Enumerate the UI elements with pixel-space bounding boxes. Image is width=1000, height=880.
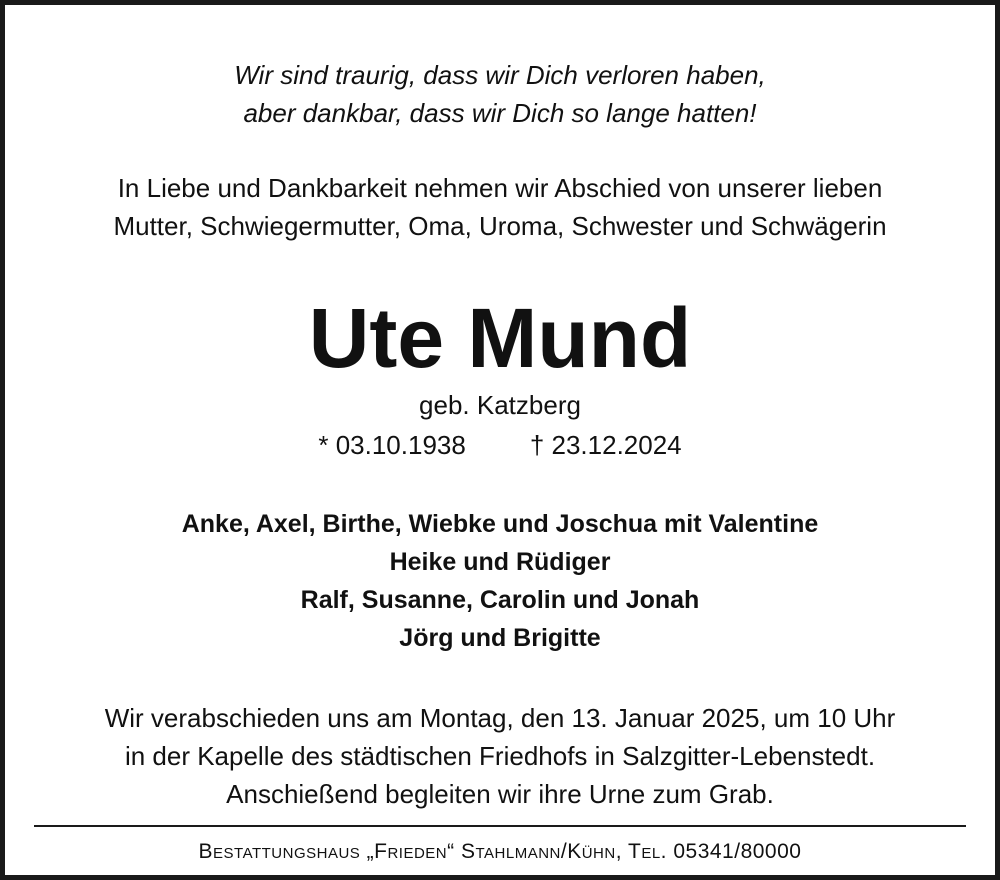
intro-line-2: Mutter, Schwiegermutter, Oma, Uroma, Schwester und Schwägerin bbox=[113, 211, 887, 241]
service-line-3: Anschießend begleiten wir ihre Urne zum Grab. bbox=[226, 779, 774, 809]
service-line-1: Wir verabschieden uns am Montag, den 13. Januar 2025, um 10 Uhr bbox=[104, 703, 896, 733]
footer-divider bbox=[34, 825, 966, 827]
birth-name: geb. Katzberg bbox=[419, 390, 581, 420]
life-dates bbox=[0, 430, 1000, 461]
family-line-3: Ralf, Susanne, Carolin und Jonah bbox=[300, 586, 700, 614]
service-line-2: in der Kapelle des städtischen Friedhofs in Salzgitter-Lebenstedt. bbox=[124, 741, 876, 771]
family-line-4: Jörg und Brigitte bbox=[399, 624, 601, 652]
quote-line-2: aber dankbar, dass wir Dich so lange hatten! bbox=[243, 98, 757, 128]
intro-line-1: In Liebe und Dankbarkeit nehmen wir Abschied von unserer lieben bbox=[117, 173, 883, 203]
birth-date: * 03.10.1938 bbox=[318, 430, 466, 460]
death-date: † 23.12.2024 bbox=[529, 430, 682, 460]
family-line-2: Heike und Rüdiger bbox=[389, 548, 611, 576]
quote-line-1: Wir sind traurig, dass wir Dich verloren haben, bbox=[234, 60, 766, 90]
funeral-home-footer: Bestattungshaus „Frieden“ Stahlmann/Kühn, Tel. 05341/80000 bbox=[198, 840, 802, 863]
family-line-1: Anke, Axel, Birthe, Wiebke und Joschua mit Valentine bbox=[181, 510, 819, 538]
deceased-name: Ute Mund bbox=[308, 291, 692, 385]
